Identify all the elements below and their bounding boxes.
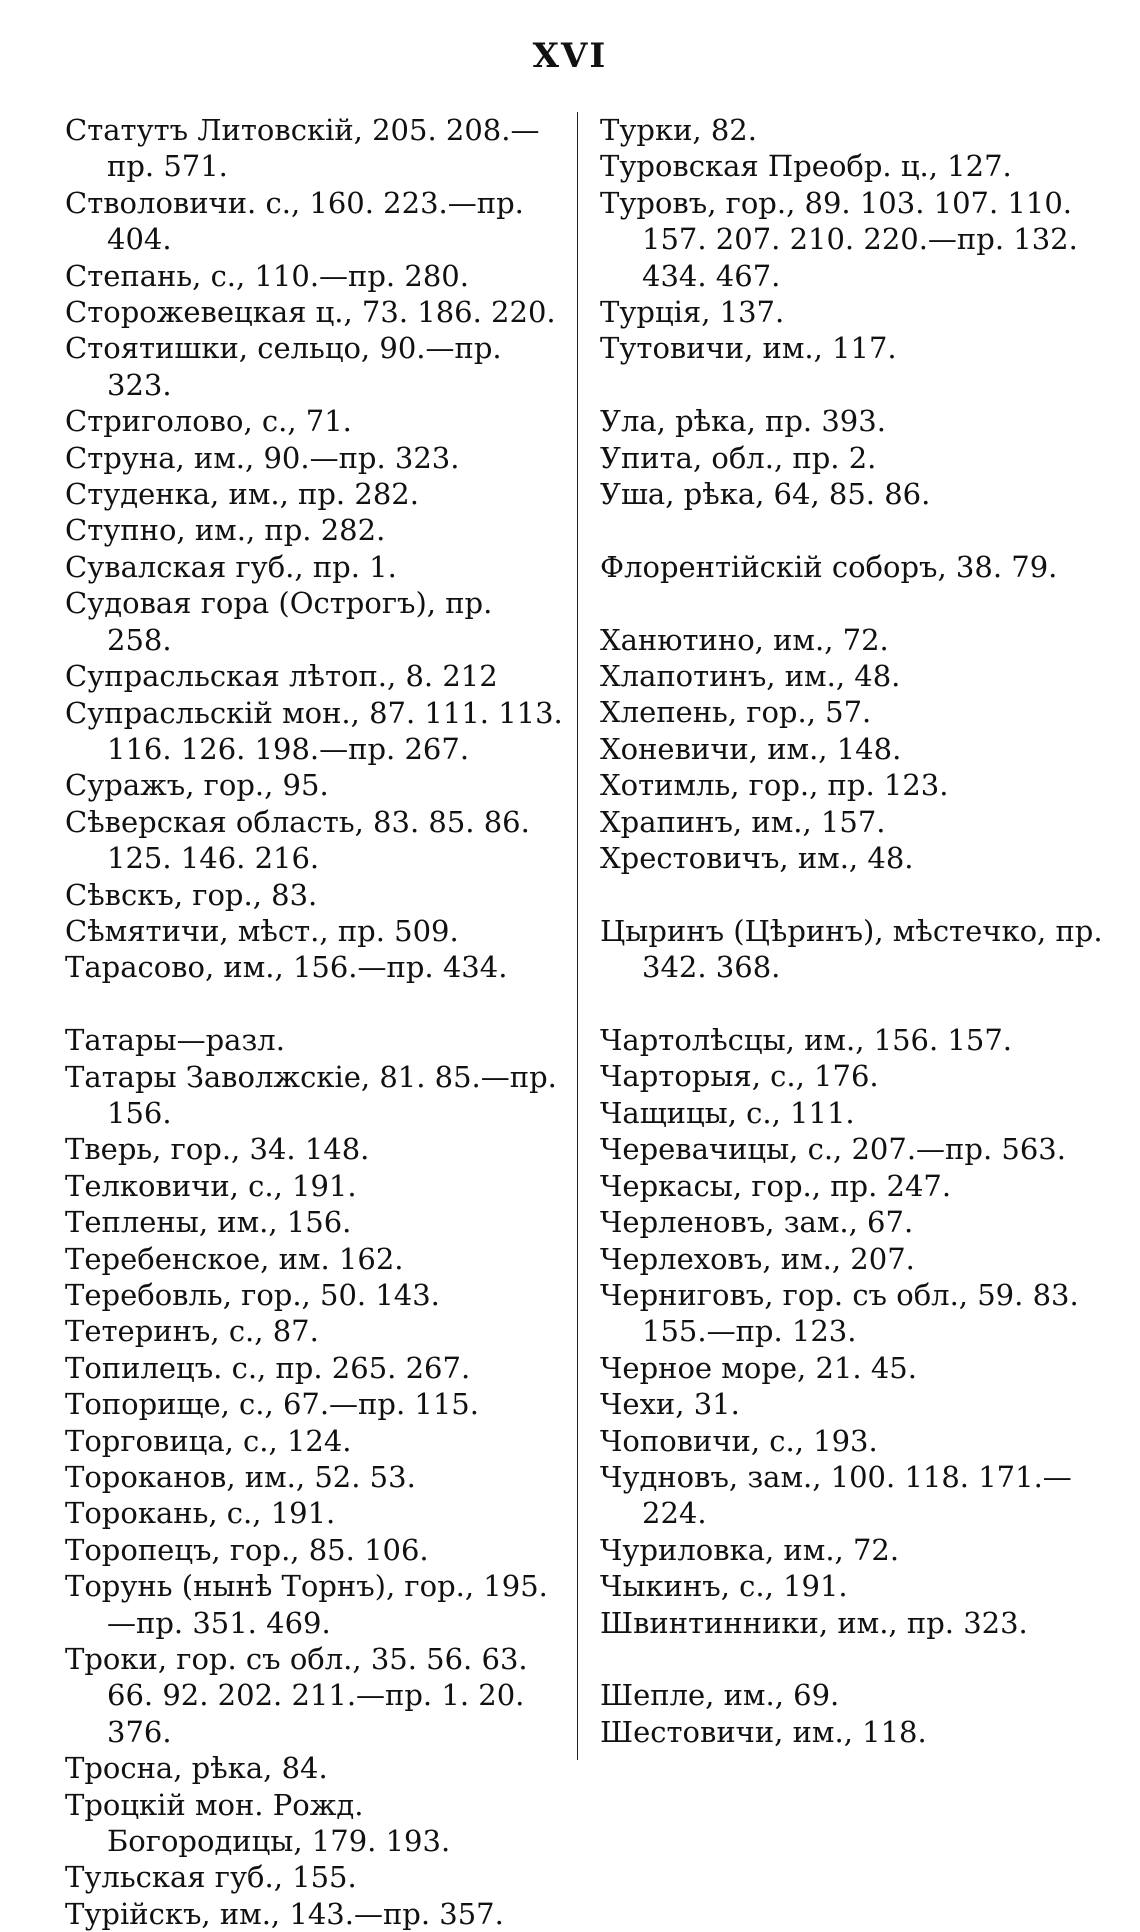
index-entry: Топилецъ. с., пр. 265. 267. <box>65 1350 471 1385</box>
section-gap <box>65 986 565 1022</box>
index-entry: Черленовъ, зам., 67. <box>600 1205 914 1240</box>
index-entry: Троцкій мон. Рожд. Богородицы, 179. 193. <box>65 1787 451 1859</box>
section-gap <box>600 512 1120 548</box>
section-gap <box>600 986 1120 1022</box>
index-entry: Торговица, с., 124. <box>65 1423 352 1458</box>
index-column-right <box>600 112 1120 1750</box>
index-entry: Хрестовичъ, им., 48. <box>600 841 914 876</box>
index-entry: Теребовль, гор., 50. 143. <box>65 1277 440 1312</box>
index-entry: Сѣверская область, 83. 85. 86. 125. 146. 216. <box>65 804 530 876</box>
index-entry: Чыкинъ, с., 191. <box>600 1569 848 1604</box>
index-entry: Стоятишки, сельцо, 90.—пр. 323. <box>65 331 502 402</box>
index-entry: Троки, гор. съ обл., 35. 56. 63. 66. 92. 202. 211.—пр. 1. 20. 376. <box>65 1642 528 1749</box>
index-entry: Тверь, гор., 34. 148. <box>65 1132 370 1167</box>
section-gap <box>600 585 1120 621</box>
index-entry: Статутъ Литовскій, 205. 208.—пр. 571. <box>65 113 540 184</box>
index-entry: Турки, 82. <box>600 113 757 147</box>
column-divider <box>577 112 578 1760</box>
index-entry: Судовая гора (Острогъ), пр. 258. <box>65 586 493 657</box>
index-entry: Черное море, 21. 45. <box>600 1350 917 1385</box>
index-entry: Чартолѣсцы, им., 156. 157. <box>600 1023 1012 1058</box>
index-entry: Ула, рѣка, пр. 393. <box>600 404 886 439</box>
index-entry: Топорище, с., 67.—пр. 115. <box>65 1387 479 1422</box>
index-entry: Тутовичи, им., 117. <box>600 331 897 366</box>
index-entry: Хлепень, гор., 57. <box>600 695 872 730</box>
index-entry: Шестовичи, им., 118. <box>600 1714 927 1749</box>
index-entry: Чехи, 31. <box>600 1387 740 1422</box>
index-entry: Хотимль, гор., пр. 123. <box>600 768 949 803</box>
index-entry: Торокань, с., 191. <box>65 1496 336 1531</box>
index-entry: Торунь (нынѣ Торнъ), гор., 195.—пр. 351. 469. <box>65 1569 548 1640</box>
index-entry: Ступно, им., пр. 282. <box>65 513 386 548</box>
index-entry: Телковичи, с., 191. <box>65 1168 357 1203</box>
index-entry: Татары Заволжскіе, 81. 85.—пр. 156. <box>65 1059 557 1130</box>
index-entry: Сѣмятичи, мѣст., пр. 509. <box>65 913 459 948</box>
index-entry: Супрасльская лѣтоп., 8. 212 <box>65 659 498 694</box>
index-entry: Черлеховъ, им., 207. <box>600 1241 915 1276</box>
index-entry: Чудновъ, зам., 100. 118. 171.—224. <box>600 1459 1072 1531</box>
index-entry: Струна, им., 90.—пр. 323. <box>65 440 460 475</box>
index-column-left <box>65 112 565 1932</box>
index-entry: Чоповичи, с., 193. <box>600 1423 878 1458</box>
page-number: XVI <box>532 36 608 76</box>
index-entry: Тетеринъ, с., 87. <box>65 1314 319 1349</box>
index-entry: Храпинъ, им., 157. <box>600 804 886 839</box>
index-entry: Чащицы, с., 111. <box>600 1095 855 1130</box>
index-entry: Упита, обл., пр. 2. <box>600 440 877 475</box>
index-entry: Турійскъ, им., 143.—пр. 357. <box>65 1896 504 1931</box>
index-entry: Тороканов, им., 52. 53. <box>65 1460 416 1495</box>
index-entry: Татары—разл. <box>65 1023 285 1058</box>
index-entry: Сувалская губ., пр. 1. <box>65 549 397 584</box>
section-gap <box>600 1641 1120 1677</box>
index-entry: Сѣвскъ, гор., 83. <box>65 877 318 912</box>
index-entry: Тульская губ., 155. <box>65 1860 357 1895</box>
index-entry: Теплены, им., 156. <box>65 1205 352 1240</box>
index-entry: Стволовичи. с., 160. 223.—пр. 404. <box>65 185 524 257</box>
index-entry: Степань, с., 110.—пр. 280. <box>65 258 469 293</box>
index-entry: Туровъ, гор., 89. 103. 107. 110. 157. 207. 210. 220.—пр. 132. 434. 467. <box>600 185 1078 293</box>
section-gap <box>600 367 1120 403</box>
index-entry: Тарасово, им., 156.—пр. 434. <box>65 950 508 985</box>
index-entry: Тросна, рѣка, 84. <box>65 1751 328 1786</box>
section-gap <box>600 876 1120 912</box>
index-entry: Хлапотинъ, им., 48. <box>600 659 901 694</box>
index-entry: Ханютино, им., 72. <box>600 622 889 657</box>
index-entry: Стриголово, с., 71. <box>65 404 352 439</box>
index-entry: Суражъ, гор., 95. <box>65 768 329 803</box>
index-entry: Флорентійскій соборъ, 38. 79. <box>600 549 1058 584</box>
index-entry: Теребенское, им. 162. <box>65 1241 404 1276</box>
index-entry: Черкасы, гор., пр. 247. <box>600 1168 952 1203</box>
index-entry: Супрасльскій мон., 87. 111. 113. 116. 126. 198.—пр. 267. <box>65 695 563 766</box>
index-entry: Швинтинники, им., пр. 323. <box>600 1605 1028 1640</box>
index-entry: Цыринъ (Цѣринъ), мѣстечко, пр. 342. 368. <box>600 913 1103 985</box>
index-entry: Туровская Преобр. ц., 127. <box>600 149 1012 184</box>
index-entry: Хоневичи, им., 148. <box>600 731 902 766</box>
index-entry: Чуриловка, им., 72. <box>600 1532 900 1567</box>
index-entry: Черниговъ, гор. съ обл., 59. 83. 155.—пр. 123. <box>600 1277 1079 1349</box>
index-entry: Шепле, им., 69. <box>600 1678 840 1713</box>
index-entry: Чарторыя, с., 176. <box>600 1059 879 1094</box>
index-entry: Турція, 137. <box>600 295 785 330</box>
index-entry: Сторожевецкая ц., 73. 186. 220. <box>65 295 556 330</box>
index-entry: Студенка, им., пр. 282. <box>65 477 419 512</box>
index-entry: Уша, рѣка, 64, 85. 86. <box>600 477 931 512</box>
index-entry: Черевачицы, с., 207.—пр. 563. <box>600 1132 1066 1167</box>
index-entry: Торопецъ, гор., 85. 106. <box>65 1532 429 1567</box>
